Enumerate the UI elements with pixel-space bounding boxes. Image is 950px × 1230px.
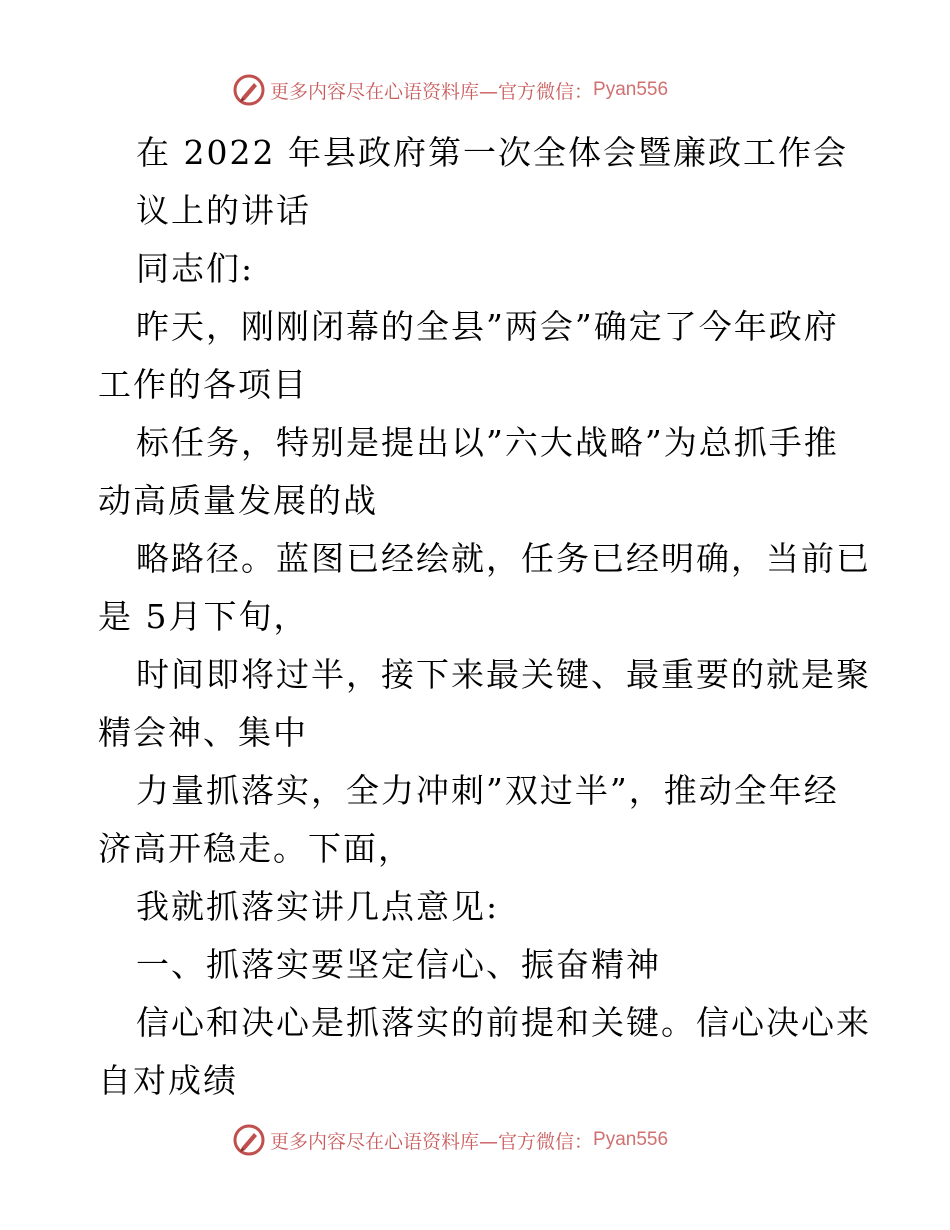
pen-logo-icon (232, 1123, 266, 1157)
text-line: 我就抓落实讲几点意见: (136, 887, 500, 926)
watermark-wechat-id: Pyan556 (593, 1129, 669, 1150)
text-line: 是 5月下旬， (98, 597, 309, 636)
text-line: 力量抓落实，全力冲刺”双过半”，推动全年经 (136, 771, 839, 810)
text-line: 济高开稳走。下面， (98, 829, 413, 868)
text-line: 自对成绩 (98, 1061, 238, 1100)
text-line: 时间即将过半，接下来最关键、最重要的就是聚 (136, 655, 871, 694)
footer-watermark (232, 1122, 668, 1158)
text-line: 工作的各项目 (98, 365, 308, 404)
text-line: 昨天，刚刚闭幕的全县”两会”确定了今年政府 (136, 307, 839, 346)
watermark-text: 更多内容尽在心语资料库—官方微信： (270, 80, 594, 103)
document-body (98, 124, 871, 1110)
text-line: 精会神、集中 (98, 713, 308, 752)
header-watermark (232, 72, 668, 108)
text-line: 略路径。蓝图已经绘就，任务已经明确，当前已 (136, 539, 871, 578)
text-line: 议上的讲话 (136, 191, 311, 230)
text-line: 动高质量发展的战 (98, 481, 378, 520)
text-line: 在 2022 年县政府第一次全体会暨廉政工作会 (136, 133, 848, 172)
watermark-wechat-id: Pyan556 (593, 79, 669, 100)
text-line: 标任务，特别是提出以”六大战略”为总抓手推 (136, 423, 839, 462)
watermark-text: 更多内容尽在心语资料库—官方微信： (270, 1130, 594, 1153)
pen-logo-icon (232, 73, 266, 107)
text-line: 信心和决心是抓落实的前提和关键。信心决心来 (136, 1003, 871, 1042)
text-line: 一、抓落实要坚定信心、振奋精神 (136, 945, 661, 984)
text-line: 同志们: (136, 249, 255, 288)
